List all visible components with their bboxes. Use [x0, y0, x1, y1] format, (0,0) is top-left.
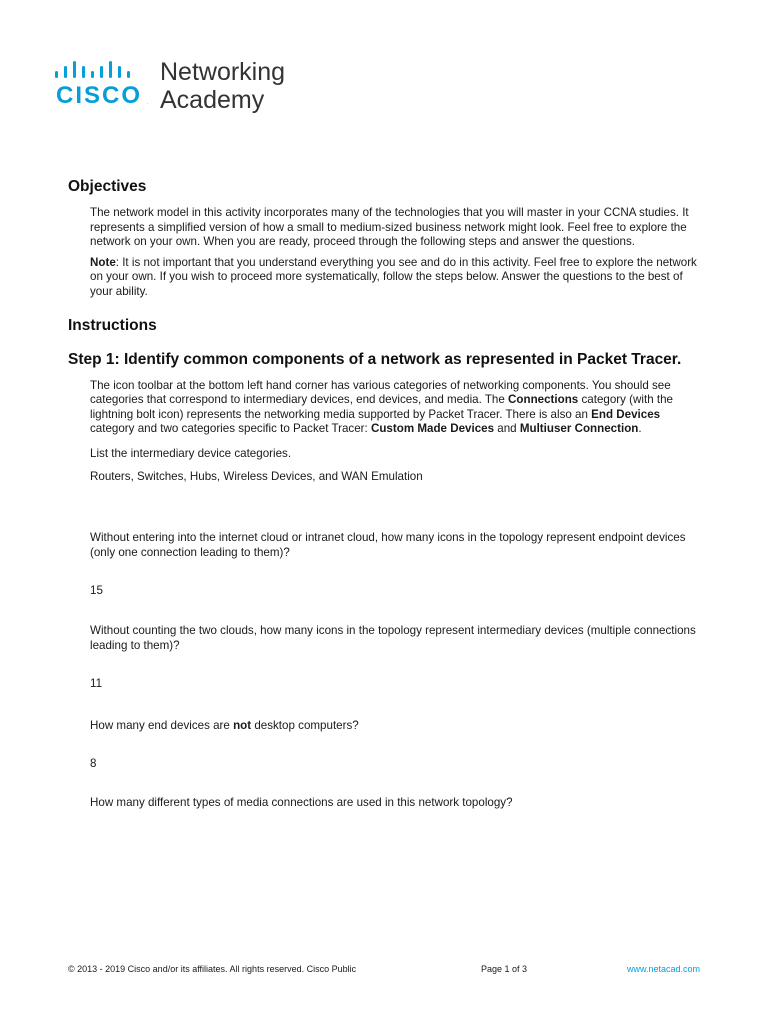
para-bold-multiuser-connection: Multiuser Connection: [519, 422, 639, 436]
para-bold-custom-made-devices: Custom Made Devices: [370, 422, 495, 436]
note-label: Note: [90, 255, 116, 269]
question-3: Without counting the two clouds, how many icons in the topology represent intermediary devices (multiple connections leading to them)?: [90, 623, 696, 652]
step1-section: [90, 379, 700, 811]
answer-1: Routers, Switches, Hubs, Wireless Devices, and WAN Emulation: [90, 469, 423, 483]
cisco-networking-academy-logo: [54, 56, 314, 118]
para-text-5: .: [638, 422, 642, 436]
answer-2: 15: [90, 584, 103, 598]
document-body: [68, 177, 708, 810]
para-text-1: The icon toolbar at the bottom left hand corner has various categories of networking components. You should see categories that correspond to intermediary devices, end devices, and media. The: [90, 378, 671, 407]
question-4: [90, 719, 700, 734]
logo-title-line2: Academy: [160, 86, 265, 114]
logo-title: [160, 58, 285, 114]
objectives-section: [90, 206, 700, 300]
para-bold-connections: Connections: [508, 393, 579, 407]
step1-paragraph: [90, 379, 700, 437]
question-1: List the intermediary device categories.: [90, 446, 292, 460]
para-text-4: and: [494, 422, 520, 436]
cisco-wordmark: CISCO: [56, 82, 143, 109]
cisco-bridge-icon: [54, 60, 146, 82]
note-text: : It is not important that you understand everything you see and do in this activity. Feel free to explore the network on your own. If you wish to proceed more systematically, follow the steps below. Answer the questions to the best of your ability.: [90, 255, 697, 298]
question-5: How many different types of media connections are used in this network topology?: [90, 795, 513, 809]
answer-4: 8: [90, 757, 97, 771]
question-4-bold: not: [233, 718, 252, 732]
footer-copyright: © 2013 - 2019 Cisco and/or its affiliates. All rights reserved. Cisco Public: [68, 964, 357, 974]
instructions-heading: Instructions: [68, 316, 157, 334]
para-text-2: category (with the lightning bolt icon) represents the networking media supported by Packet Tracer. There is also an: [90, 393, 673, 421]
answer-3: 11: [90, 677, 103, 691]
para-text-3: category and two categories specific to Packet Tracer:: [90, 422, 371, 436]
footer-page-number: Page 1 of 3: [481, 964, 528, 974]
para-bold-end-devices: End Devices: [591, 407, 661, 421]
footer-url-link[interactable]: www.netacad.com: [626, 964, 700, 974]
note-paragraph: [90, 256, 700, 300]
logo-title-line1: Networking: [160, 58, 286, 86]
objectives-heading: Objectives: [68, 178, 147, 195]
question-4-text-1: How many end devices are: [90, 718, 234, 732]
question-4-text-2: desktop computers?: [251, 718, 359, 732]
page-footer: [68, 964, 708, 978]
objectives-paragraph: The network model in this activity incorporates many of the technologies that you will master in your CCNA studies. It represents a simplified version of how a small to medium-sized business network might look. Feel free to explore the network on your own. When you are ready, proceed through the following steps and answer the questions.: [90, 206, 689, 249]
question-2: Without entering into the internet cloud or intranet cloud, how many icons in the topology represent endpoint devices (only one connection leading to them)?: [90, 531, 686, 559]
step1-heading: Step 1: Identify common components of a network as represented in Packet Tracer.: [68, 350, 682, 368]
trademark-dot: .: [147, 100, 149, 106]
